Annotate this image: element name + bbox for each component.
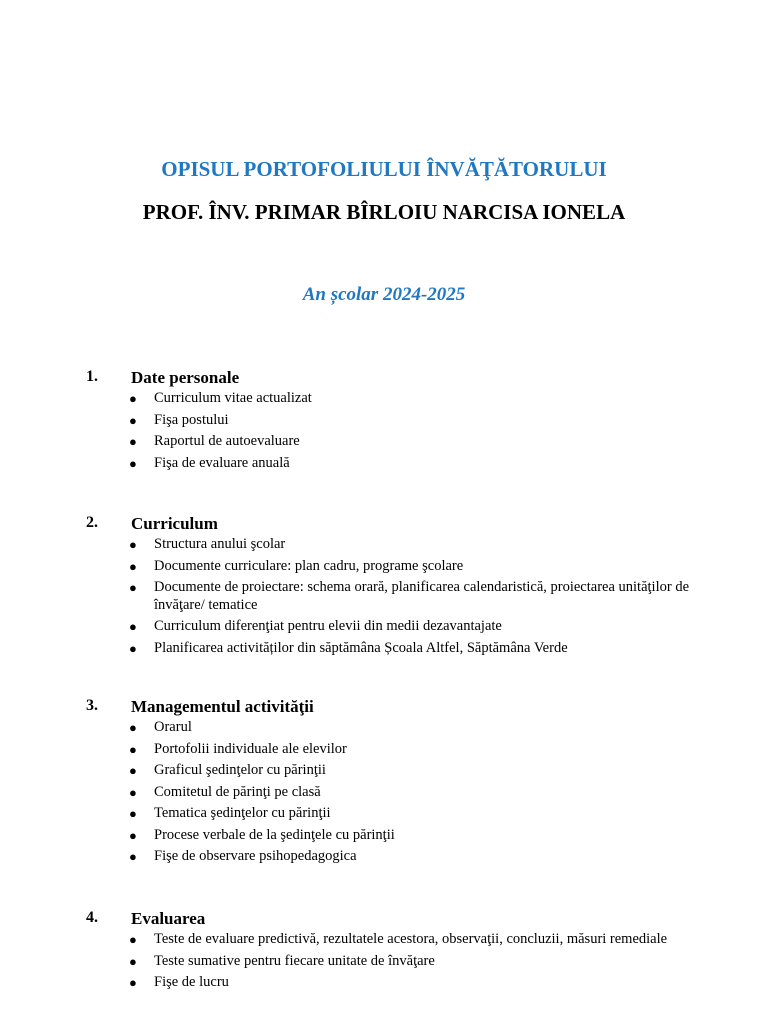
list-item [0, 433, 768, 451]
list-item-text: Tematica şedinţelor cu părinţii [154, 805, 331, 821]
bullet-icon: ● [129, 849, 137, 864]
section-managementul-activitatii [0, 697, 768, 870]
bullet-icon: ● [129, 537, 137, 552]
bullet-icon: ● [129, 412, 137, 428]
list-item-text: Planificarea activităților din săptămâna Școala Altfel, Săptămâna Verde [154, 639, 568, 656]
section-number: 3. [86, 697, 98, 714]
section-header [0, 514, 768, 536]
list-item [0, 455, 768, 473]
section-number: 1. [86, 368, 98, 385]
list-item-text: Raportul de autoevaluare [154, 433, 300, 449]
list-item-text: Fişe de observare psihopedagogica [154, 848, 357, 864]
list-item-text: Documente curriculare: plan cadru, programe şcolare [154, 557, 464, 574]
bullet-icon: ● [129, 827, 137, 843]
list-item-text: Fişa postului [154, 411, 229, 428]
section-heading: Date personale [131, 368, 240, 387]
list-item [0, 974, 768, 992]
list-item [0, 848, 768, 866]
list-item-text: Fişe de lucru [154, 974, 229, 990]
list-item [0, 741, 768, 759]
list-item-text: Procese verbale de la şedinţele cu părinţii [154, 826, 395, 843]
list-item-text: Graficul şedinţelor cu părinţii [154, 762, 326, 778]
list-item [0, 579, 768, 614]
bullet-icon: ● [129, 558, 137, 574]
list-item-text: Comitetul de părinţi pe clasă [154, 783, 321, 800]
section-heading: Managementul activităţii [131, 697, 314, 716]
list-item [0, 640, 768, 658]
bullet-icon: ● [129, 806, 137, 821]
bullet-icon: ● [129, 784, 137, 800]
list-item-text: Portofolii individuale ale elevilor [154, 740, 347, 757]
bullet-icon: ● [129, 580, 137, 595]
list-item [0, 827, 768, 845]
bullet-icon: ● [129, 434, 137, 449]
bullet-icon: ● [129, 619, 137, 634]
list-item-text: Structura anului şcolar [154, 536, 286, 552]
section-curriculum [0, 514, 768, 661]
document-title: OPISUL PORTOFOLIULUI ÎNVĂŢĂTORULUI [161, 157, 607, 181]
section-evaluarea [0, 909, 768, 996]
section-heading: Curriculum [131, 514, 218, 533]
section-number: 2. [86, 514, 98, 531]
list-item-text: Curriculum diferenţiat pentru elevii din medii dezavantajate [154, 618, 502, 634]
bullet-icon: ● [129, 975, 137, 990]
bullet-icon: ● [129, 932, 137, 947]
list-item [0, 931, 768, 949]
list-item [0, 558, 768, 576]
list-item-text: Curriculum vitae actualizat [154, 390, 312, 406]
list-item-text: Orarul [154, 719, 192, 735]
section-header [0, 909, 768, 931]
list-item [0, 412, 768, 430]
section-heading: Evaluarea [131, 909, 206, 928]
bullet-icon: ● [129, 953, 137, 969]
section-number: 4. [86, 909, 98, 926]
list-item-text: Documente de proiectare: schema orară, planificarea calendaristică, proiectarea unităţilor de învăţare/ tematice [154, 579, 689, 613]
list-item-text: Teste sumative pentru fiecare unitate de învăţare [154, 952, 435, 969]
school-year: An școlar 2024-2025 [302, 284, 466, 305]
list-item [0, 390, 768, 408]
bullet-icon: ● [129, 455, 137, 471]
section-date-personale [0, 368, 768, 476]
list-item [0, 618, 768, 636]
section-header [0, 697, 768, 719]
bullet-icon: ● [129, 720, 137, 735]
list-item-text: Teste de evaluare predictivă, rezultatele acestora, observaţii, concluzii, măsuri remediale [154, 931, 668, 947]
author-line: PROF. ÎNV. PRIMAR BÎRLOIU NARCISA IONELA [142, 200, 626, 224]
bullet-icon: ● [129, 640, 137, 656]
bullet-icon: ● [129, 741, 137, 757]
section-header [0, 368, 768, 390]
list-item [0, 805, 768, 823]
list-item [0, 762, 768, 780]
list-item-text: Fişa de evaluare anuală [154, 454, 290, 471]
list-item [0, 953, 768, 971]
list-item [0, 536, 768, 554]
list-item [0, 719, 768, 737]
bullet-icon: ● [129, 763, 137, 778]
bullet-icon: ● [129, 391, 137, 406]
list-item [0, 784, 768, 802]
